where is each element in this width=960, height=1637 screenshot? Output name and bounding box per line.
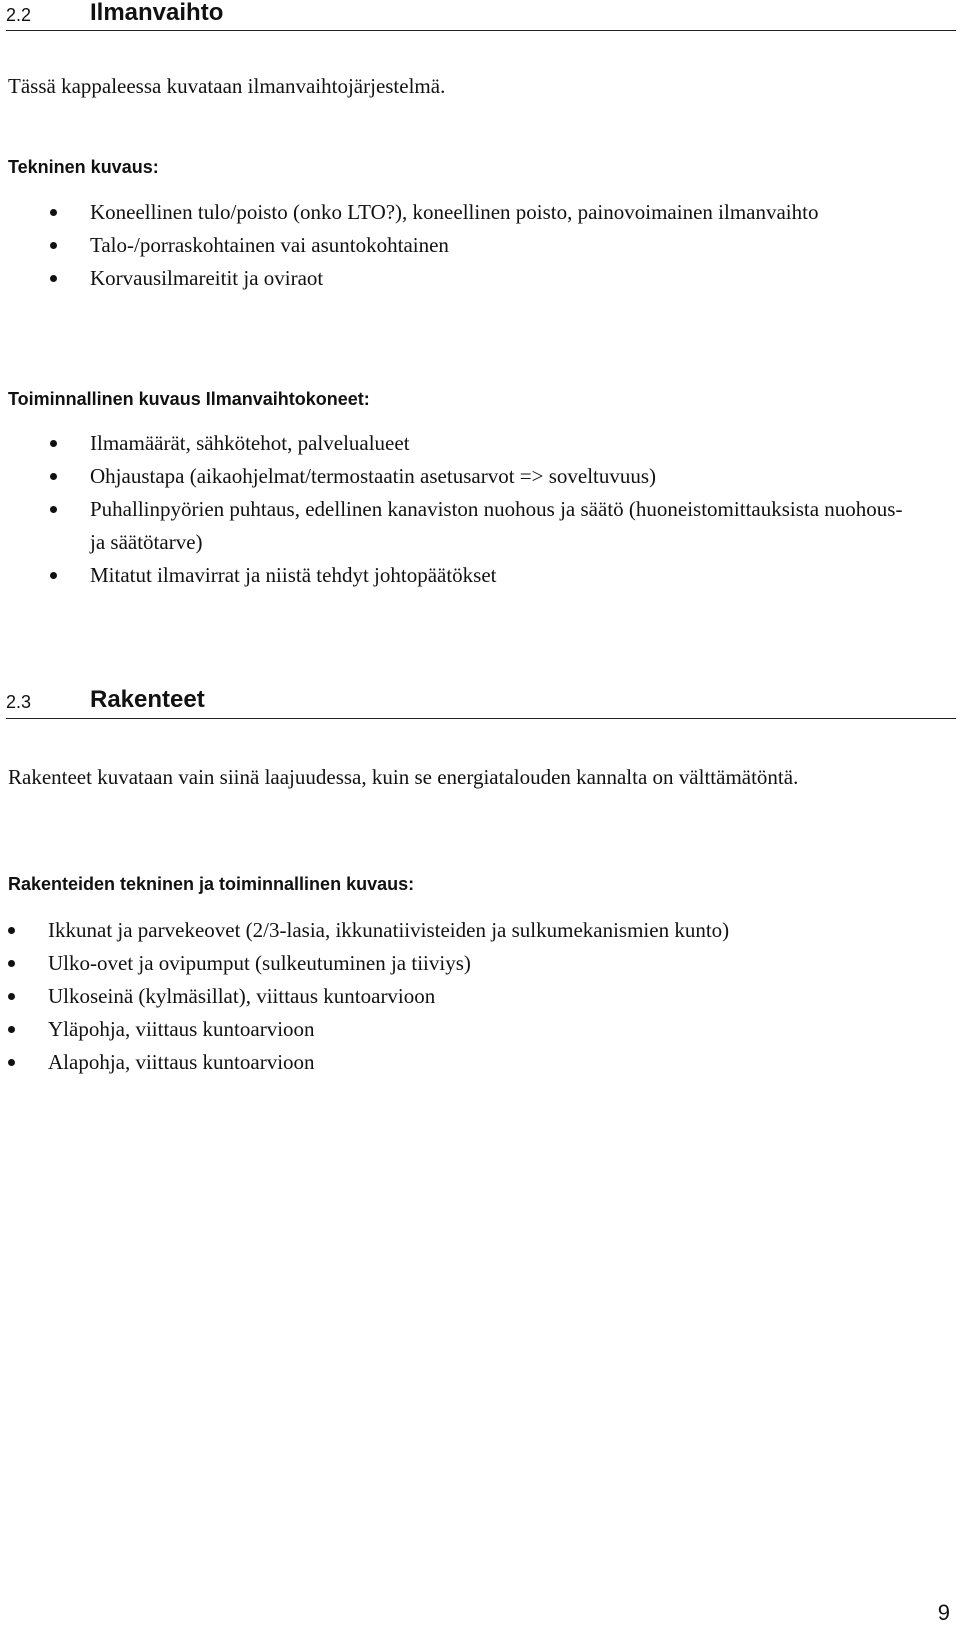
subheading-structures: Rakenteiden tekninen ja toiminnallinen kuvaus: — [8, 874, 415, 894]
bullet-icon — [8, 1059, 15, 1066]
structures-list — [8, 914, 908, 1079]
bullet-icon — [8, 993, 15, 1000]
section-heading-2-3 — [6, 686, 956, 719]
bullet-icon — [50, 275, 57, 282]
section-intro: Tässä kappaleessa kuvataan ilmanvaihtojärjestelmä. — [8, 74, 446, 98]
functional-list — [50, 427, 910, 592]
section-intro: Rakenteet kuvataan vain siinä laajuudessa, kuin se energiatalouden kannalta on välttämätöntä. — [8, 765, 799, 789]
section-title: Rakenteet — [90, 686, 205, 713]
page-number: 9 — [937, 1600, 950, 1625]
subheading-functional: Toiminnallinen kuvaus Ilmanvaihtokoneet: — [8, 389, 370, 409]
section-number: 2.3 — [6, 692, 32, 712]
bullet-icon — [8, 960, 15, 967]
bullet-icon — [50, 506, 57, 513]
bullet-icon — [8, 927, 15, 934]
list-item: Ulkoseinä (kylmäsillat), viittaus kuntoarvioon — [8, 980, 908, 1013]
bullet-icon — [50, 572, 57, 579]
section-heading-2-2 — [6, 0, 956, 31]
list-item: Korvausilmareitit ja oviraot — [50, 262, 910, 295]
section-number: 2.2 — [6, 5, 32, 25]
list-item: Ohjaustapa (aikaohjelmat/termostaatin asetusarvot => soveltuvuus) — [50, 460, 910, 493]
list-item: Ilmamäärät, sähkötehot, palvelualueet — [50, 427, 910, 460]
bullet-icon — [8, 1026, 15, 1033]
technical-list — [50, 196, 910, 295]
section-title: Ilmanvaihto — [90, 0, 224, 26]
list-item: Koneellinen tulo/poisto (onko LTO?), koneellinen poisto, painovoimainen ilmanvaihto — [50, 196, 910, 229]
list-item: Puhallinpyörien puhtaus, edellinen kanaviston nuohous ja säätö (huoneistomittauksista nuohous- ja säätötarve) — [50, 493, 910, 559]
bullet-icon — [50, 242, 57, 249]
list-item: Alapohja, viittaus kuntoarvioon — [8, 1046, 908, 1079]
subheading-technical: Tekninen kuvaus: — [8, 157, 159, 177]
bullet-icon — [50, 473, 57, 480]
list-item: Mitatut ilmavirrat ja niistä tehdyt johtopäätökset — [50, 559, 910, 592]
bullet-icon — [50, 209, 57, 216]
list-item: Yläpohja, viittaus kuntoarvioon — [8, 1013, 908, 1046]
list-item: Talo-/porraskohtainen vai asuntokohtainen — [50, 229, 910, 262]
list-item: Ulko-ovet ja ovipumput (sulkeutuminen ja tiiviys) — [8, 947, 908, 980]
bullet-icon — [50, 440, 57, 447]
list-item: Ikkunat ja parvekeovet (2/3-lasia, ikkunatiivisteiden ja sulkumekanismien kunto) — [8, 914, 908, 947]
